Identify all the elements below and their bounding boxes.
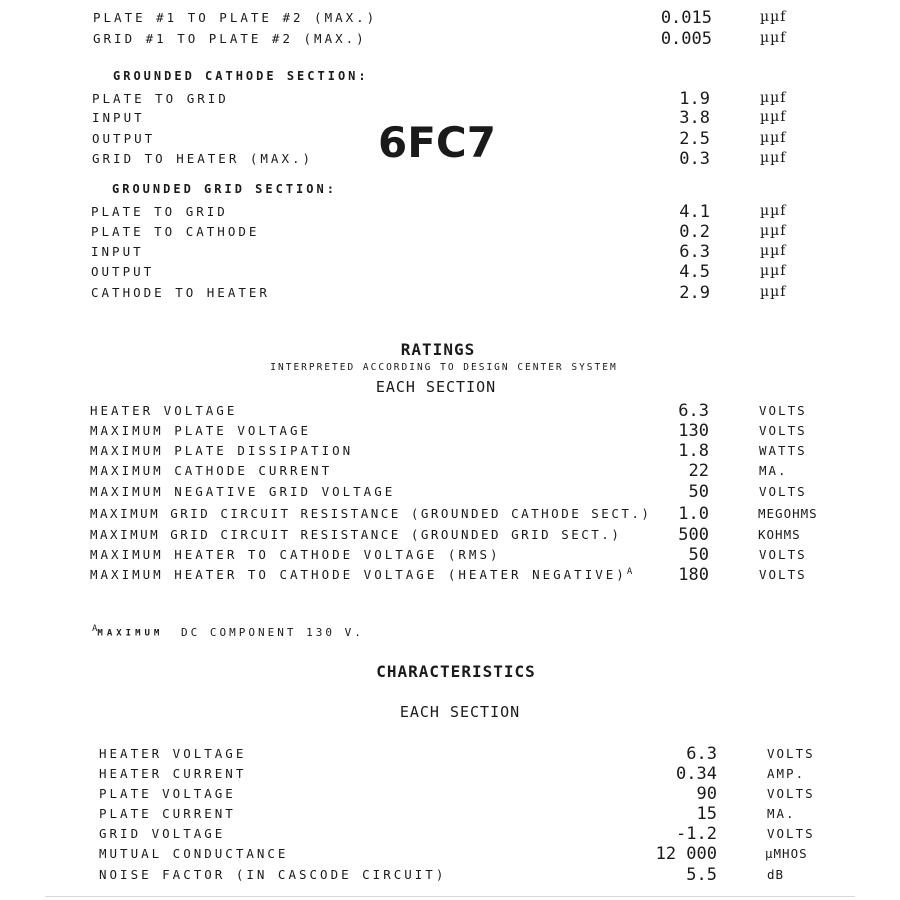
rating-unit: MA.	[759, 463, 788, 478]
characteristic-row	[0, 764, 900, 784]
characteristics-title: CHARACTERISTICS	[376, 662, 536, 681]
rating-value: 500	[678, 525, 709, 545]
characteristic-row	[0, 865, 900, 885]
rating-unit: VOLTS	[759, 403, 807, 418]
spec-unit: µµf	[760, 284, 787, 300]
footnote-label: MAXIMUM	[97, 628, 164, 639]
footnote-mark: A	[92, 624, 98, 634]
characteristic-label: NOISE FACTOR (IN CASCODE CIRCUIT)	[99, 867, 447, 882]
rating-value: 22	[688, 461, 709, 481]
rating-row	[0, 421, 900, 441]
characteristic-label: GRID VOLTAGE	[99, 826, 226, 841]
spec-unit: µµf	[760, 243, 787, 259]
rating-label: MAXIMUM HEATER TO CATHODE VOLTAGE (RMS)	[90, 547, 501, 562]
rating-row	[0, 401, 900, 421]
spec-value: 1.9	[679, 89, 710, 109]
rating-row	[0, 482, 900, 502]
characteristic-label: HEATER VOLTAGE	[99, 746, 247, 761]
spec-row	[0, 89, 900, 109]
spec-value: 0.3	[679, 149, 710, 169]
characteristic-unit: µMHOS	[765, 846, 808, 861]
rating-unit: VOLTS	[759, 484, 807, 499]
rating-unit: KOHMS	[758, 527, 801, 542]
spec-label: INPUT	[91, 244, 144, 259]
characteristic-label: PLATE VOLTAGE	[99, 786, 236, 801]
spec-unit: µµf	[760, 90, 787, 106]
rating-label: MAXIMUM GRID CIRCUIT RESISTANCE (GROUNDED CATHODE SECT.)	[90, 506, 652, 521]
rating-label: HEATER VOLTAGE	[90, 403, 238, 418]
characteristic-value: -1.2	[676, 824, 717, 844]
spec-value: 4.1	[679, 202, 710, 222]
spec-value: 0.015	[660, 8, 712, 28]
rating-label: MAXIMUM NEGATIVE GRID VOLTAGE	[90, 484, 396, 499]
rating-label	[90, 567, 632, 582]
spec-value: 2.5	[679, 129, 710, 149]
characteristic-label: PLATE CURRENT	[99, 806, 236, 821]
footnote	[92, 624, 364, 639]
rating-value: 50	[688, 545, 709, 565]
characteristic-value: 5.5	[686, 865, 717, 885]
rating-unit: VOLTS	[759, 547, 807, 562]
characteristic-value: 12 000	[655, 844, 717, 864]
characteristic-unit: dB	[767, 867, 785, 882]
spec-row	[0, 222, 900, 242]
characteristic-unit: VOLTS	[767, 746, 815, 761]
rating-row	[0, 525, 900, 545]
rating-value: 180	[678, 565, 709, 585]
spec-label: CATHODE TO HEATER	[91, 285, 270, 300]
spec-label: PLATE #1 TO PLATE #2 (MAX.)	[93, 10, 378, 25]
characteristics-section-note: EACH SECTION	[399, 703, 521, 721]
rating-unit: WATTS	[759, 443, 807, 458]
characteristic-row	[0, 844, 900, 864]
rating-row	[0, 565, 900, 585]
characteristic-unit: VOLTS	[767, 786, 815, 801]
rating-label: MAXIMUM PLATE VOLTAGE	[90, 423, 312, 438]
grounded-grid-heading: GROUNDED GRID SECTION:	[112, 182, 337, 196]
spec-label: PLATE TO GRID	[92, 91, 229, 106]
spec-value: 6.3	[679, 242, 710, 262]
spec-label: OUTPUT	[91, 264, 155, 279]
rating-value: 130	[678, 421, 709, 441]
grounded-cathode-heading: GROUNDED CATHODE SECTION:	[113, 69, 369, 83]
spec-row	[0, 202, 900, 222]
spec-label: GRID #1 TO PLATE #2 (MAX.)	[93, 31, 367, 46]
spec-unit: µµf	[760, 223, 787, 239]
spec-row	[0, 242, 900, 262]
spec-unit: µµf	[760, 203, 787, 219]
rating-row	[0, 441, 900, 461]
spec-unit: µµf	[760, 30, 787, 46]
spec-label: PLATE TO GRID	[91, 204, 228, 219]
spec-label: INPUT	[92, 110, 145, 125]
characteristic-value: 15	[696, 804, 717, 824]
spec-value: 0.2	[679, 222, 710, 242]
characteristic-unit: VOLTS	[767, 826, 815, 841]
spec-unit: µµf	[760, 263, 787, 279]
characteristic-value: 0.34	[676, 764, 717, 784]
ratings-title: RATINGS	[400, 340, 476, 359]
characteristic-row	[0, 824, 900, 844]
footnote-text: DC COMPONENT 130 V.	[180, 625, 364, 639]
rating-unit: MEGOHMS	[758, 506, 818, 521]
spec-label: GRID TO HEATER (MAX.)	[92, 151, 314, 166]
spec-label: PLATE TO CATHODE	[91, 224, 260, 239]
spec-row	[0, 8, 900, 28]
rating-value: 1.8	[678, 441, 709, 461]
tube-type-title: 6FC7	[378, 118, 496, 167]
rating-row	[0, 504, 900, 524]
spec-unit: µµf	[760, 109, 787, 125]
characteristic-label: MUTUAL CONDUCTANCE	[99, 846, 289, 861]
ratings-subtitle: INTERPRETED ACCORDING TO DESIGN CENTER SYSTEM	[270, 362, 618, 373]
characteristic-row	[0, 804, 900, 824]
characteristic-row	[0, 744, 900, 764]
spec-label: OUTPUT	[92, 131, 156, 146]
spec-unit: µµf	[760, 150, 787, 166]
rating-row	[0, 545, 900, 565]
characteristic-value: 6.3	[686, 744, 717, 764]
spec-value: 2.9	[679, 283, 710, 303]
spec-unit: µµf	[760, 9, 787, 25]
footnote-mark: A	[626, 567, 633, 577]
rating-label-text: MAXIMUM HEATER TO CATHODE VOLTAGE (HEATER NEGATIVE)	[90, 567, 627, 583]
rating-unit: VOLTS	[759, 423, 807, 438]
characteristic-row	[0, 784, 900, 804]
spec-row	[0, 29, 900, 49]
spec-row	[0, 262, 900, 282]
rating-value: 50	[688, 482, 709, 502]
rating-value: 6.3	[678, 401, 709, 421]
spec-row	[0, 283, 900, 303]
spec-value: 3.8	[679, 108, 710, 128]
characteristic-value: 90	[696, 784, 717, 804]
ratings-section-note: EACH SECTION	[375, 378, 497, 396]
characteristic-label: HEATER CURRENT	[99, 766, 247, 781]
spec-unit: µµf	[760, 130, 787, 146]
rating-row	[0, 461, 900, 481]
spec-value: 4.5	[679, 262, 710, 282]
characteristic-unit: MA.	[767, 806, 796, 821]
rating-label: MAXIMUM CATHODE CURRENT	[90, 463, 333, 478]
spec-value: 0.005	[660, 29, 712, 49]
rating-unit: VOLTS	[759, 567, 807, 582]
rating-label: MAXIMUM PLATE DISSIPATION	[90, 443, 354, 458]
rating-value: 1.0	[678, 504, 709, 524]
rating-label: MAXIMUM GRID CIRCUIT RESISTANCE (GROUNDED GRID SECT.)	[90, 527, 622, 542]
bottom-divider	[45, 896, 855, 897]
characteristic-unit: AMP.	[767, 766, 806, 781]
